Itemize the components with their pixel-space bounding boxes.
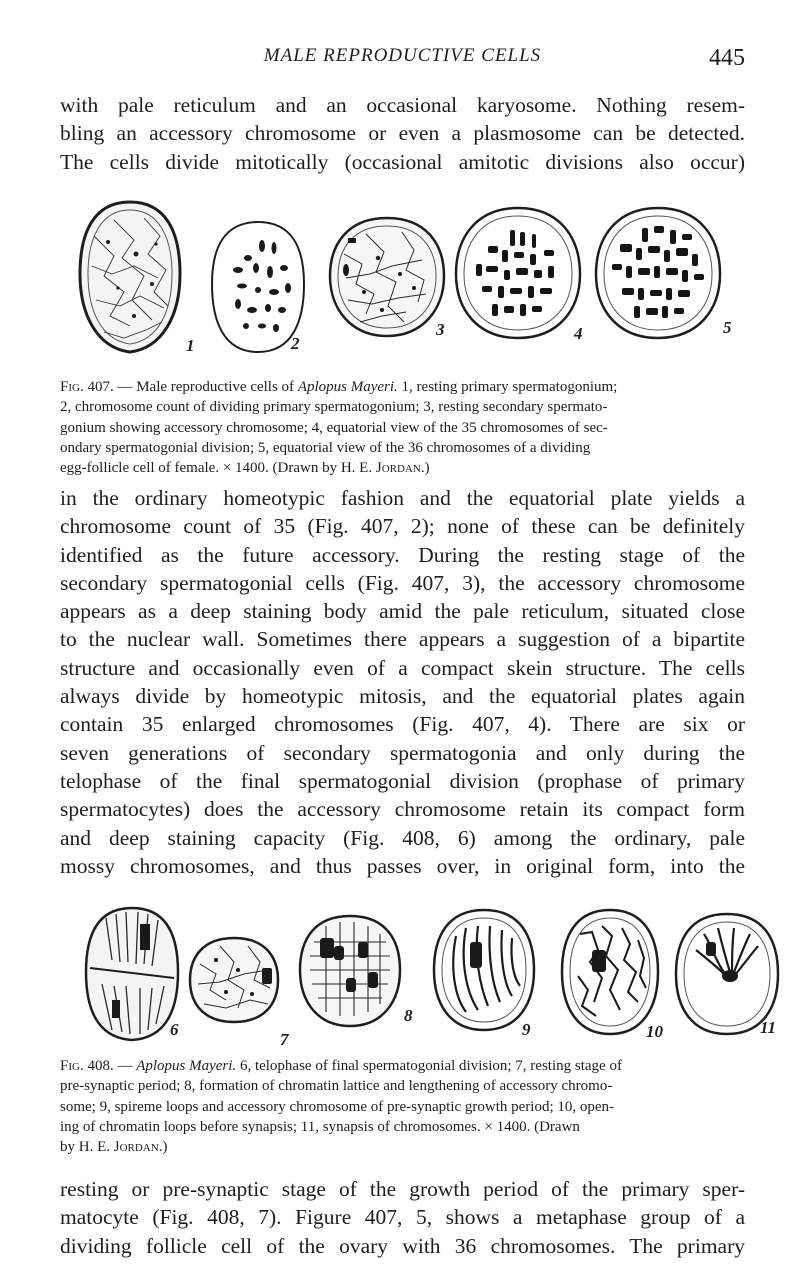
text-line: seven generations of secondary spermatogonia and only during the — [60, 740, 745, 765]
cell-number: 5 — [723, 318, 732, 337]
cell-number: 6 — [170, 1020, 179, 1039]
caption-text: .) — [158, 1139, 168, 1156]
paragraph-2 — [60, 484, 745, 880]
text-line: bling an accessory chromosome or even a plasmosome can be detected. — [60, 121, 745, 146]
cell-drawing — [452, 204, 584, 342]
caption-text: 1, resting primary spermatogonium; — [397, 379, 618, 395]
cell-number: 11 — [760, 1018, 777, 1037]
caption-line: 2, chromosome count of dividing primary spermatogonium; 3, resting secondary spermato- — [60, 399, 608, 416]
caption-line: ondary spermatogonial division; 5, equatorial view of the 36 chromosomes of a dividing — [60, 439, 591, 456]
species-name: Aplopus Mayeri. — [136, 1058, 237, 1074]
page-number: 445 — [709, 45, 745, 71]
text-line: to the nuclear wall. Sometimes there appears a suggestion of a bipartite — [60, 627, 745, 652]
caption-text: 6, telophase of final spermatogonial division; 7, resting stage of — [236, 1058, 622, 1074]
author-name: Jordan — [375, 460, 421, 477]
cell-drawing — [74, 196, 186, 358]
paragraph-3 — [60, 1175, 745, 1260]
caption-line — [60, 377, 745, 397]
cell-number: 9 — [522, 1020, 531, 1039]
cell-drawing — [558, 906, 662, 1038]
figure-408-caption — [60, 1056, 745, 1157]
cell-drawing — [430, 906, 538, 1034]
text-line: telophase of the final spermatogonial division (prophase of primary — [60, 768, 745, 793]
cell-number: 1 — [186, 336, 195, 355]
caption-line: pre-synaptic period; 8, formation of chromatin lattice and lengthening of accessory chromo- — [60, 1078, 613, 1095]
cell-drawing — [326, 214, 448, 340]
text-line: appears as a deep staining body amid the pale reticulum, situated close — [60, 599, 745, 624]
figure-407 — [60, 192, 745, 362]
text-line: structure and occasionally even of a compact skein structure. The cells — [60, 655, 745, 680]
text-line: mossy chromosomes, and thus passes over, in original form, into the — [60, 853, 745, 878]
figure-408 — [60, 896, 777, 1049]
caption-line: gonium showing accessory chromosome; 4, equatorial view of the 35 chromosomes of sec- — [60, 419, 608, 436]
cell-number: 3 — [436, 320, 445, 339]
caption-text: — — [113, 1058, 137, 1074]
figure-407-caption — [60, 377, 745, 478]
cell-drawing — [186, 934, 282, 1026]
text-line: chromosome count of 35 (Fig. 407, 2); none of these can be definitely — [60, 514, 745, 539]
caption-text: egg-follicle cell of female. × 1400. (Drawn by H. E. — [60, 460, 376, 477]
text-line: dividing follicle cell of the ovary with 36 chromosomes. The primary — [60, 1233, 745, 1258]
text-line: contain 35 enlarged chromosomes (Fig. 407, 4). There are six or — [60, 712, 745, 737]
text-line: identified as the future accessory. During the resting stage of the — [60, 542, 745, 567]
caption-line — [60, 1137, 745, 1157]
cell-drawing — [82, 904, 182, 1044]
figure-label: Fig. 408. — [60, 1058, 114, 1074]
cell-drawing — [296, 912, 404, 1030]
text-line: matocyte (Fig. 408, 7). Figure 407, 5, shows a metaphase group of a — [60, 1205, 745, 1230]
page-header — [60, 41, 745, 71]
text-line: and deep staining capacity (Fig. 408, 6) among the ordinary, pale — [60, 825, 745, 850]
caption-line: ing of chromatin loops before synapsis; 11, synapsis of chromosomes. × 1400. (Drawn — [60, 1118, 580, 1135]
cell-number: 8 — [404, 1006, 413, 1025]
text-line: with pale reticulum and an occasional karyosome. Nothing resem- — [60, 93, 745, 117]
author-name: Jordan — [113, 1139, 159, 1156]
caption-text: — Male reproductive cells of — [113, 379, 298, 395]
cell-number: 2 — [291, 334, 300, 353]
caption-line — [60, 1056, 745, 1076]
caption-text: by H. E. — [60, 1139, 114, 1156]
cell-number: 7 — [280, 1030, 289, 1049]
text-line: The cells divide mitotically (occasional amitotic divisions also occur) — [60, 149, 745, 174]
species-name: Aplopus Mayeri. — [297, 379, 398, 395]
text-line: in the ordinary homeotypic fashion and the equatorial plate yields a — [60, 486, 745, 510]
running-head: MALE REPRODUCTIVE CELLS — [263, 45, 542, 66]
text-line: secondary spermatogonial cells (Fig. 407, 3), the accessory chromosome — [60, 570, 745, 595]
caption-text: .) — [420, 460, 430, 477]
text-line: spermatocytes) does the accessory chromosome retain its compact form — [60, 797, 745, 822]
caption-line — [60, 458, 745, 478]
text-line: always divide by homeotypic mitosis, and the equatorial plates again — [60, 684, 745, 709]
text-line: resting or pre-synaptic stage of the growth period of the primary sper- — [60, 1177, 745, 1201]
cell-number: 4 — [574, 324, 583, 343]
figure-label: Fig. 407. — [60, 379, 114, 395]
caption-line: some; 9, spireme loops and accessory chromosome of pre-synaptic growth period; 10, open- — [60, 1098, 615, 1115]
cell-number: 10 — [646, 1022, 663, 1041]
paragraph-1 — [60, 91, 745, 176]
cell-drawing — [592, 204, 724, 342]
